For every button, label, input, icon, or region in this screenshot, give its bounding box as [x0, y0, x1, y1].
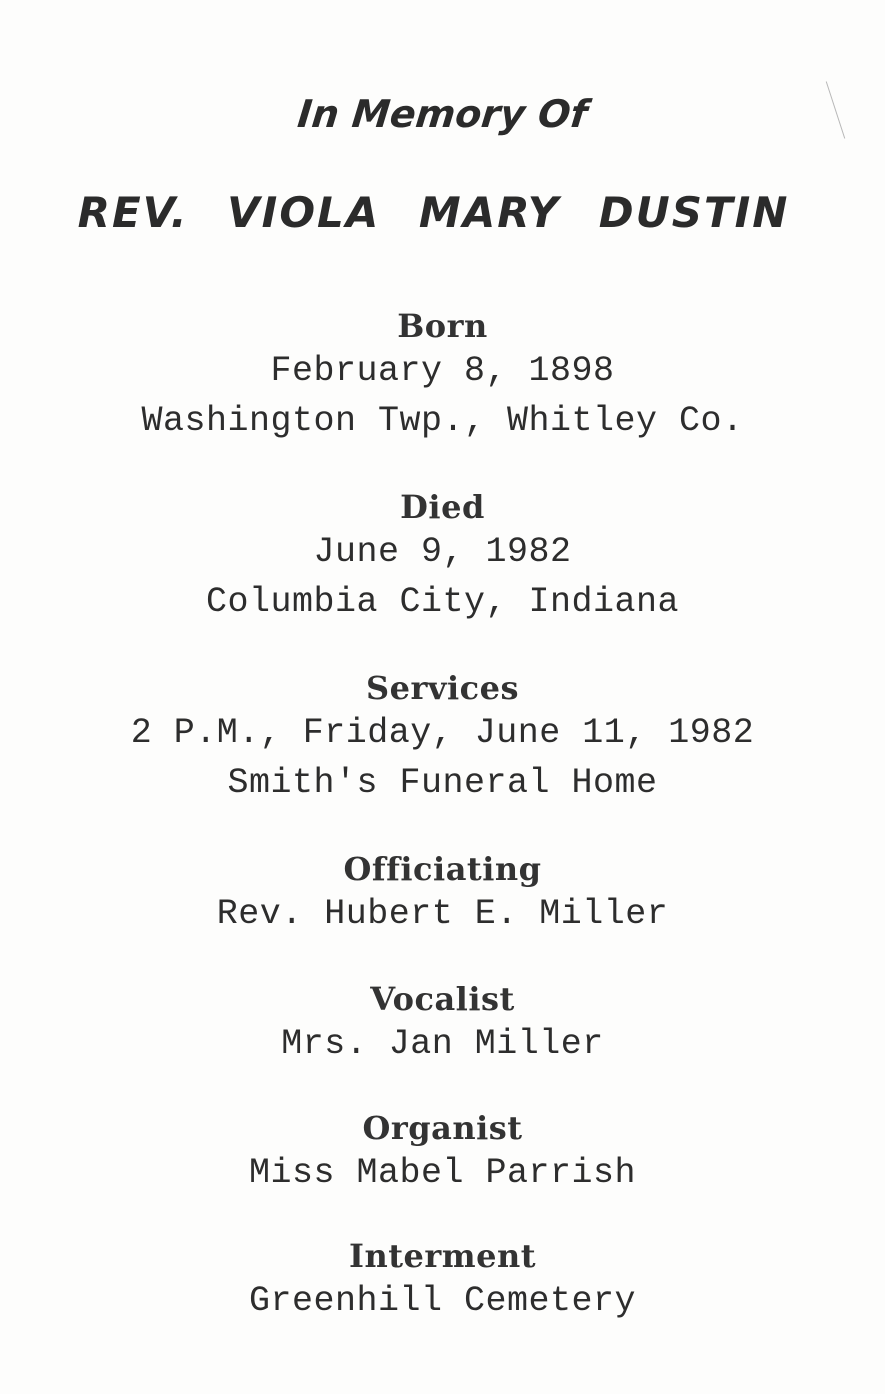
deceased-name: REV. VIOLA MARY DUSTIN [77, 188, 790, 237]
died-label: Died [400, 488, 485, 526]
organist-name: Miss Mabel Parrish [248, 1153, 637, 1193]
interment-label: Interment [349, 1237, 536, 1275]
born-place: Washington Twp., Whitley Co. [141, 401, 744, 441]
born-label: Born [397, 307, 488, 345]
vocalist-name: Mrs. Jan Miller [281, 1024, 604, 1064]
interment-place: Greenhill Cemetery [248, 1281, 637, 1321]
officiating-section [0, 849, 885, 939]
officiating-name: Rev. Hubert E. Miller [216, 894, 669, 934]
officiating-label: Officiating [343, 850, 542, 888]
vocalist-section [0, 979, 885, 1069]
services-location: Smith's Funeral Home [227, 763, 658, 803]
died-date: June 9, 1982 [313, 532, 572, 572]
died-section [0, 487, 885, 627]
services-label: Services [366, 669, 519, 707]
services-time: 2 P.M., Friday, June 11, 1982 [130, 713, 755, 753]
born-date: February 8, 1898 [270, 351, 615, 391]
died-place: Columbia City, Indiana [205, 582, 680, 622]
memory-heading: In Memory Of [295, 92, 590, 136]
organist-label: Organist [362, 1109, 523, 1147]
interment-section [0, 1236, 885, 1326]
organist-section [0, 1108, 885, 1198]
born-section [0, 306, 885, 446]
services-section [0, 668, 885, 808]
vocalist-label: Vocalist [370, 980, 515, 1018]
